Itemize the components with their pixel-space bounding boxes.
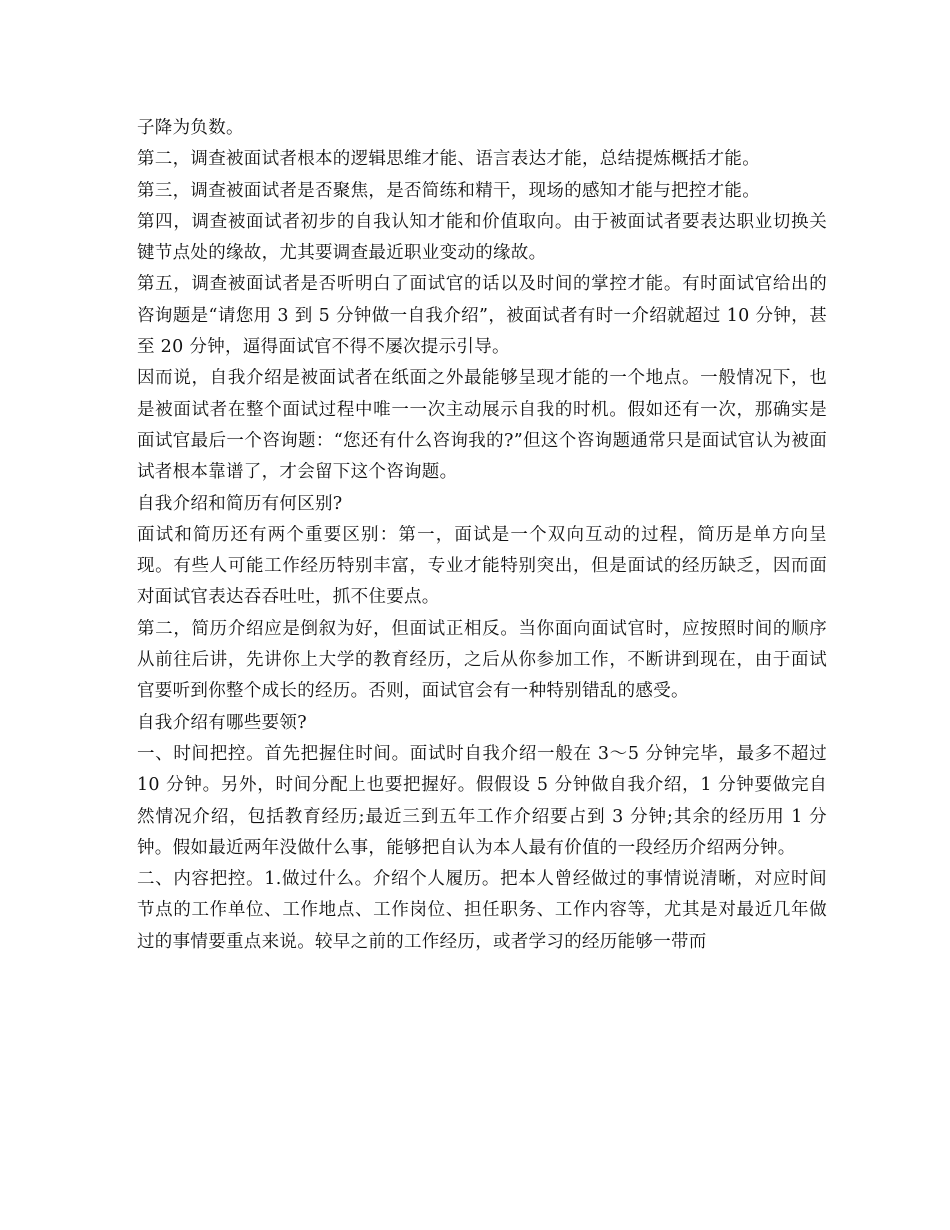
paragraph: 第二，调查被面试者根本的逻辑思维才能、语言表达才能，总结提炼概括才能。 [137,149,760,170]
document-body [137,113,827,958]
paragraph: 第五，调查被面试者是否听明白了面试官的话以及时间的掌控才能。有时面试官给出的咨询题是“请您用 3 到 5 分钟做一自我介绍”，被面试者有时一介绍就超过 10 分钟，甚至 20 分钟，逼得面试官不得不屡次提示引导。 [137,274,827,358]
paragraph: 子降为负数。 [137,118,244,138]
paragraph: 因而说，自我介绍是被面试者在纸面之外最能够呈现才能的一个地点。一般情况下，也是被面试者在整个面试过程中唯一一次主动展示自我的时机。假如还有一次，那确实是面试官最后一个咨询题：“您还有什么咨询我的?”但这个咨询题通常只是面试官认为被面试者根本靠谱了，才会留下这个咨询题。 [137,368,827,483]
section-heading: 自我介绍有哪些要领? [137,712,307,733]
paragraph: 二、内容把控。1.做过什么。介绍个人履历。把本人曾经做过的事情说清晰，对应时间节点的工作单位、工作地点、工作岗位、担任职务、工作内容等，尤其是对最近几年做过的事情要重点来说。较早之前的工作经历，或者学习的经历能够一带而 [137,869,827,952]
section-heading: 自我介绍和简历有何区别? [137,493,343,514]
paragraph: 一、时间把控。首先把握住时间。面试时自我介绍一般在 3～5 分钟完毕，最多不超过 10 分钟。另外，时间分配上也要把握好。假假设 5 分钟做自我介绍，1 分钟要做完自然情况介绍，包括教育经历;最近三到五年工作介绍要占到 3 分钟;其余的经历用 1 分钟。假如最近两年没做什么事，能够把自认为本人最有价值的一段经历介绍两分钟。 [137,743,827,858]
paragraph: 第四，调查被面试者初步的自我认知才能和价值取向。由于被面试者要表达职业切换关键节点处的缘故，尤其要调查最近职业变动的缘故。 [137,211,827,264]
paragraph: 第二，简历介绍应是倒叙为好，但面试正相反。当你面向面试官时，应按照时间的顺序从前往后讲，先讲你上大学的教育经历，之后从你参加工作，不断讲到现在，由于面试官要听到你整个成长的经历。否则，面试官会有一种特别错乱的感受。 [137,618,827,702]
paragraph: 面试和简历还有两个重要区别：第一，面试是一个双向互动的过程，简历是单方向呈现。有些人可能工作经历特别丰富，专业才能特别突出，但是面试的经历缺乏，因而面对面试官表达吞吞吐吐，抓不住要点。 [137,524,827,608]
paragraph: 第三，调查被面试者是否聚焦，是否简练和精干，现场的感知才能与把控才能。 [137,180,760,201]
